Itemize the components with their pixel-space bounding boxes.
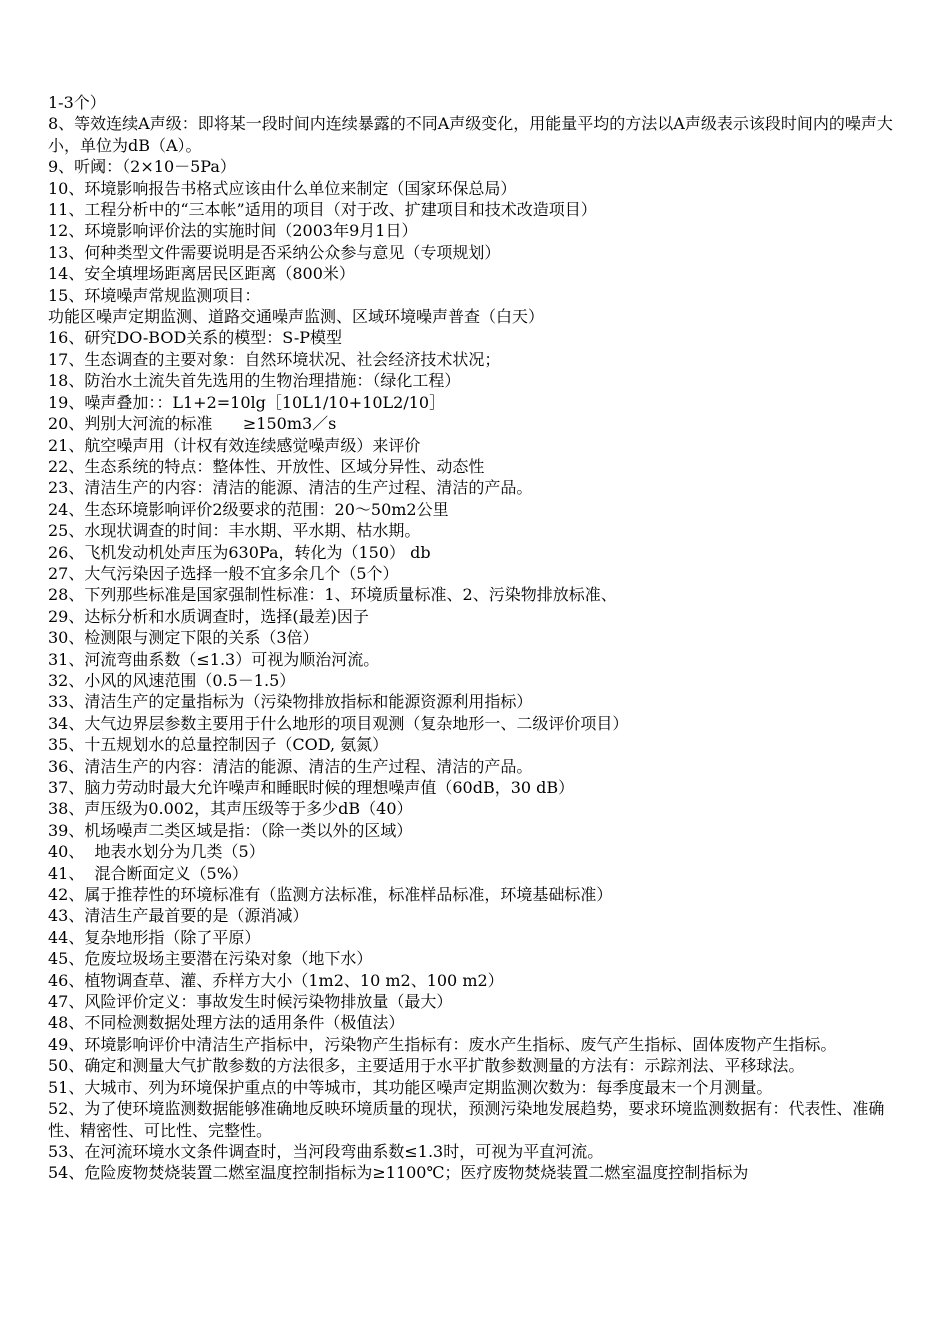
text-line-item-52: 52、为了使环境监测数据能够准确地反映环境质量的现状，预测污染地发展趋势，要求环境监测数据有：代表性、准确性、精密性、可比性、完整性。	[48, 1099, 885, 1140]
text-line-item-15: 15、环境噪声常规监测项目：	[48, 285, 261, 305]
text-line-item-19: 19、噪声叠加：：L1+2=10lg［10L1/10+10L2/10］	[48, 392, 446, 412]
text-line-item-8: 8、等效连续A声级：即将某一段时间内连续暴露的不同A声级变化，用能量平均的方法以A声级表示该段时间内的噪声大小，单位为dB（A）。	[48, 114, 893, 155]
text-line-item-34: 34、大气边界层参数主要用于什么地形的项目观测（复杂地形一、二级评价项目）	[48, 713, 629, 733]
text-line-item-54: 54、危险废物焚烧装置二燃室温度控制指标为≥1100℃；医疗废物焚烧装置二燃室温度控制指标为	[48, 1163, 749, 1183]
text-line-item-26: 26、飞机发动机处声压为630Pa，转化为（150） db	[48, 542, 431, 562]
text-line-item-44: 44、复杂地形指（除了平原）	[48, 927, 261, 947]
text-line-item-20: 20、判别大河流的标准 ≥150m3／s	[48, 414, 337, 434]
text-line-item-30: 30、检测限与测定下限的关系（3倍）	[48, 628, 319, 648]
text-line-item-23: 23、清洁生产的内容：清洁的能源、清洁的生产过程、清洁的产品。	[48, 478, 533, 498]
text-line-item-50: 50、确定和测量大气扩散参数的方法很多，主要适用于水平扩散参数测量的方法有：示踪剂法、平移球法。	[48, 1056, 805, 1076]
text-line-item-38: 38、声压级为0.002，其声压级等于多少dB（40）	[48, 799, 413, 819]
text-line-item-27: 27、大气污染因子选择一般不宜多余几个（5个）	[48, 563, 399, 583]
text-line-item-47: 47、风险评价定义：事故发生时候污染物排放量（最大）	[48, 992, 453, 1012]
text-line-item-18: 18、防治水土流失首先选用的生物治理措施：（绿化工程）	[48, 371, 461, 391]
text-line-item-51: 51、大城市、列为环境保护重点的中等城市，其功能区噪声定期监测次数为：每季度最末一个月测量。	[48, 1077, 773, 1097]
text-line-item-43: 43、清洁生产最首要的是（源消减）	[48, 906, 309, 926]
text-line-item-37: 37、脑力劳动时最大允许噪声和睡眠时候的理想噪声值（60dB，30 dB）	[48, 778, 575, 797]
text-line-item-48: 48、不同检测数据处理方法的适用条件（极值法）	[48, 1013, 405, 1033]
text-line-item-41: 41、 混合断面定义（5%）	[48, 863, 248, 883]
text-line-item-24: 24、生态环境影响评价2级要求的范围：20～50m2公里	[48, 499, 449, 519]
text-line-item-53: 53、在河流环境水文条件调查时，当河段弯曲系数≤1.3时，可视为平直河流。	[48, 1141, 604, 1161]
text-line-item-32: 32、小风的风速范围（0.5－1.5）	[48, 670, 296, 690]
text-line-item-29: 29、达标分析和水质调查时，选择(最差)因子	[48, 606, 369, 626]
document-page	[48, 92, 910, 1184]
text-line-item-46: 46、植物调查草、灌、乔样方大小（1m2、10 m2、100 m2）	[48, 970, 504, 990]
text-line-item-14: 14、安全填埋场距离居民区距离（800米）	[48, 264, 355, 284]
text-line-item-13: 13、何种类型文件需要说明是否采纳公众参与意见（专项规划）	[48, 242, 501, 262]
text-line-item-21: 21、航空噪声用（计权有效连续感觉噪声级）来评价	[48, 435, 421, 455]
text-line-item-40: 40、 地表水划分为几类（5）	[48, 842, 265, 862]
text-line-item-10: 10、环境影响报告书格式应该由什么单位来制定（国家环保总局）	[48, 178, 517, 198]
text-line-item-22: 22、生态系统的特点：整体性、开放性、区域分异性、动态性	[48, 456, 485, 476]
text-line-item-31: 31、河流弯曲系数（≤1.3）可视为顺治河流。	[48, 649, 380, 669]
text-line-continuation: 1-3个）	[48, 93, 106, 112]
text-line-item-15-detail: 功能区噪声定期监测、道路交通噪声监测、区域环境噪声普查（白天）	[48, 307, 545, 327]
text-line-item-45: 45、危废垃圾场主要潜在污染对象（地下水）	[48, 949, 373, 969]
text-line-item-49: 49、环境影响评价中清洁生产指标中，污染物产生指标有：废水产生指标、废气产生指标、固体废物产生指标。	[48, 1034, 837, 1054]
text-line-item-42: 42、属于推荐性的环境标准有（监测方法标准，标准样品标准，环境基础标准）	[48, 885, 613, 905]
text-line-item-9: 9、听阈：（2×10－5Pa）	[48, 157, 236, 177]
text-line-item-16: 16、研究DO-BOD关系的模型：S-P模型	[48, 328, 343, 348]
text-line-item-28: 28、下列那些标准是国家强制性标准：1、环境质量标准、2、污染物排放标准、	[48, 585, 617, 605]
text-line-item-39: 39、机场噪声二类区域是指：（除一类以外的区域）	[48, 820, 413, 840]
text-line-item-35: 35、十五规划水的总量控制因子（COD, 氨氮）	[48, 735, 389, 755]
text-line-item-17: 17、生态调查的主要对象：自然环境状况、社会经济技术状况；	[48, 349, 501, 369]
text-line-item-36: 36、清洁生产的内容：清洁的能源、清洁的生产过程、清洁的产品。	[48, 756, 533, 776]
text-line-item-25: 25、水现状调查的时间：丰水期、平水期、枯水期。	[48, 521, 421, 541]
text-line-item-33: 33、清洁生产的定量指标为（污染物排放指标和能源资源利用指标）	[48, 692, 533, 712]
text-line-item-12: 12、环境影响评价法的实施时间（2003年9月1日）	[48, 221, 418, 241]
text-line-item-11: 11、工程分析中的“三本帐”适用的项目（对于改、扩建项目和技术改造项目）	[48, 200, 597, 220]
